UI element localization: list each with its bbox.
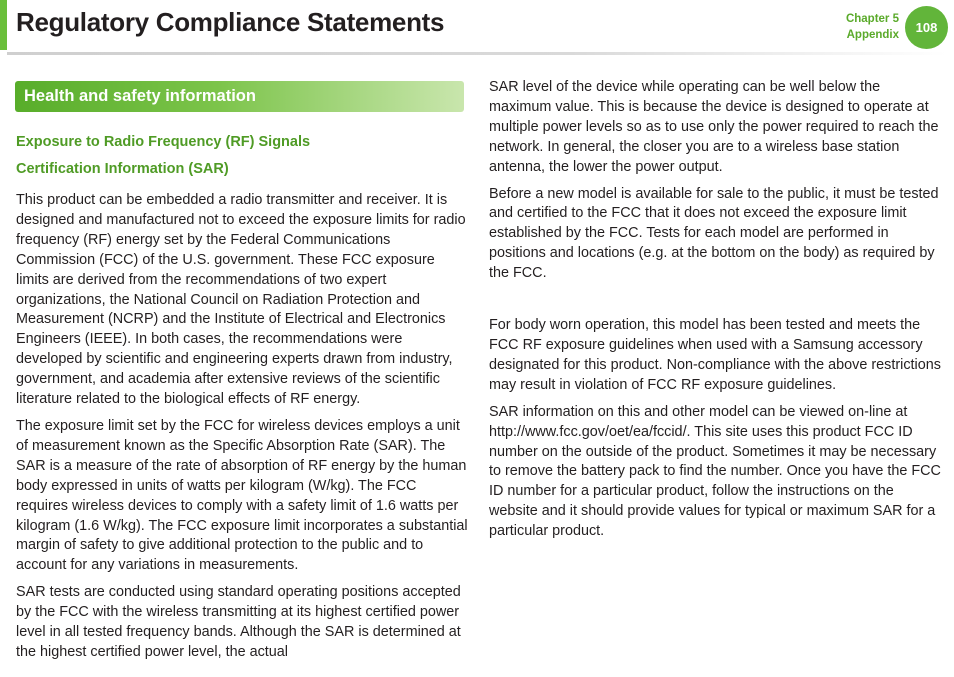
chapter-number: Chapter 5 [845, 13, 899, 25]
header-accent-bar [0, 0, 7, 50]
header-divider [7, 52, 947, 55]
page-number-badge: 108 [905, 6, 948, 49]
paragraph: For body worn operation, this model has been tested and meets the FCC RF exposure guidelines when used with a Samsung accessory designated for this product. Non-compliance with the above restrictions may result in violation of FCC RF exposure guidelines. [489, 317, 941, 393]
paragraph: Before a new model is available for sale to the public, it must be tested and certified to the FCC that it does not exceed the exposure limit established by the FCC. Tests for each model are performed in positions and locations (e.g. at the bottom on the body) as required by the FCC. [489, 185, 939, 282]
subheading-sar: Certification Information (SAR) [16, 161, 229, 177]
paragraph: SAR level of the device while operating can be well below the maximum value. This is because the device is designed to operate at multiple power levels so as to use only the power required to reach the network. In general, the closer you are to a wireless base station antenna, the lower the power output. [489, 79, 939, 175]
paragraph: The exposure limit set by the FCC for wireless devices employs a unit of measurement known as the Specific Absorption Rate (SAR). The SAR is a measure of the rate of absorption of RF energy by the human body expressed in units of watts per kilogram (W/kg). The FCC requires wireless devices to comply with a safety limit of 1.6 watts per kilogram (1.6 W/kg). The FCC exposure limit incorporates a substantial margin of safety to give additional protection to the public and to account for any variations in measurements. [16, 417, 468, 574]
paragraph: SAR tests are conducted using standard operating positions accepted by the FCC with the wireless transmitting at its highest certified power level in all tested frequency bands. Although the SAR is determined at the highest certified power level, the actual [16, 584, 461, 660]
left-column [16, 191, 468, 670]
section-title-bar: Health and safety information [15, 81, 464, 112]
paragraph: SAR information on this and other model can be viewed on-line at http://www.fcc.gov/oet/ea/fccid/. This site uses this product FCC ID number on the outside of the product. Sometimes it may be necessary to remove the battery pack to find the number. Once you have the FCC ID number for a particular product, follow the instructions on the website and it should provide values for typical or maximum SAR for a particular product. [489, 403, 941, 540]
chapter-label [846, 11, 899, 43]
chapter-name: Appendix [846, 29, 899, 41]
subheading-rf-signals: Exposure to Radio Frequency (RF) Signals [16, 134, 311, 150]
right-column [489, 78, 941, 549]
page-title: Regulatory Compliance Statements [16, 7, 445, 37]
paragraph: This product can be embedded a radio transmitter and receiver. It is designed and manufactured not to exceed the exposure limits for radio frequency (RF) energy set by the Federal Communications Commission (FCC) of the U.S. government. These FCC exposure limits are derived from the recommendations of two expert organizations, the National Council on Radiation Protection and Measurement (NCRP) and the Institute of Electrical and Electronics Engineers (IEEE). In both cases, the recommendations were developed by scientific and engineering experts drawn from industry, government, and academia after extensive reviews of the scientific literature related to the biological effects of RF energy. [16, 192, 466, 408]
